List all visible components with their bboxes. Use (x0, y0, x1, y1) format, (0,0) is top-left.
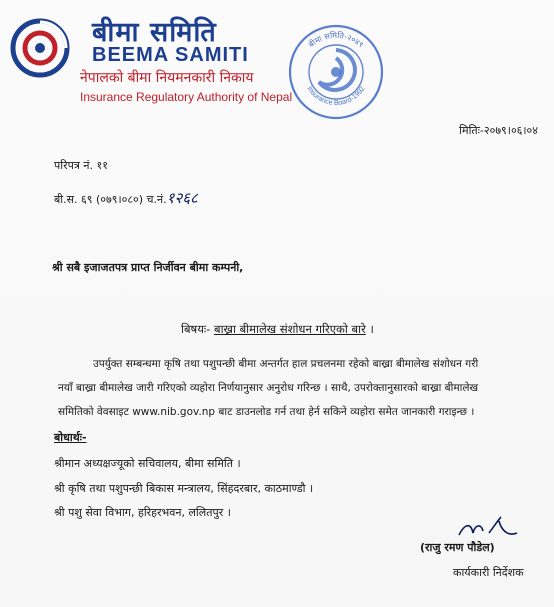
svg-text:बीमा समिति-२०४९ (306, 30, 365, 49)
circular-number: परिपत्र नं. ११ (54, 159, 108, 172)
subject-text: बाख्रा बीमालेख संशोधन गरिएको बारे (214, 322, 366, 336)
seal-text-bottom: Insurance Board-1992 (305, 85, 367, 107)
cc-heading: बोधार्थः- (54, 431, 87, 444)
signer-name: (राजु रमण पौडेल) (420, 541, 495, 554)
signature (455, 515, 525, 541)
letter-body (58, 352, 528, 424)
reference-handwritten: १२६८ (166, 189, 198, 207)
seal-text-top: बीमा समिति-२०४९ (306, 30, 366, 50)
body-line: नयाँ बाख्रा बीमालेख जारी गरिएको व्यहोरा निर्णयानुसार अनुरोध गरिन्छ । साथै, उपरोक्तानुसारको बाख्रा बीमालेख (58, 382, 479, 394)
org-name-nepali: बीमा समिति (92, 17, 217, 48)
letter-date: मितिः-२०७९।०६।०४ (459, 124, 538, 137)
subject-label: बिषयः- (181, 322, 211, 336)
official-seal (286, 22, 386, 122)
body-line: उपर्युक्त सम्बन्धमा कृषि तथा पशुपन्छी बीमा अन्तर्गत हाल प्रचलनमा रहेको बाख्रा बीमालेख संशोधन गरी (93, 358, 479, 370)
org-tagline-english: Insurance Regulatory Authority of Nepal (80, 90, 293, 104)
reference-number (54, 188, 198, 208)
body-line: समितिको वेवसाइट www.nib.gov.np बाट डाउनलोड गर्न तथा हेर्न सकिने व्यहोरा समेत जानकारी गराइन्छ । (58, 406, 475, 418)
cc-item: श्रीमान अध्यक्षज्यूको सचिवालय, बीमा समिति । (54, 457, 241, 470)
signer-title: कार्यकारी निर्देशक (453, 566, 524, 579)
addressee: श्री सबै इजाजतपत्र प्राप्त निर्जीवन बीमा कम्पनी, (52, 261, 244, 274)
org-tagline-nepali: नेपालको बीमा नियमनकारी निकाय (80, 70, 254, 86)
beema-samiti-logo (10, 18, 70, 78)
subject-end: । (369, 322, 374, 336)
reference-label: बी.स. ६९ (०७९।०८०) च.नं. (54, 193, 167, 206)
cc-item: श्री कृषि तथा पशुपन्छी बिकास मन्त्रालय, सिंहदरबार, काठमाण्डौ । (54, 482, 314, 495)
subject-line (181, 322, 374, 337)
org-name-english: BEEMA SAMITI (92, 44, 249, 66)
cc-item: श्री पशु सेवा विभाग, हरिहरभवन, ललितपुर । (54, 506, 231, 519)
